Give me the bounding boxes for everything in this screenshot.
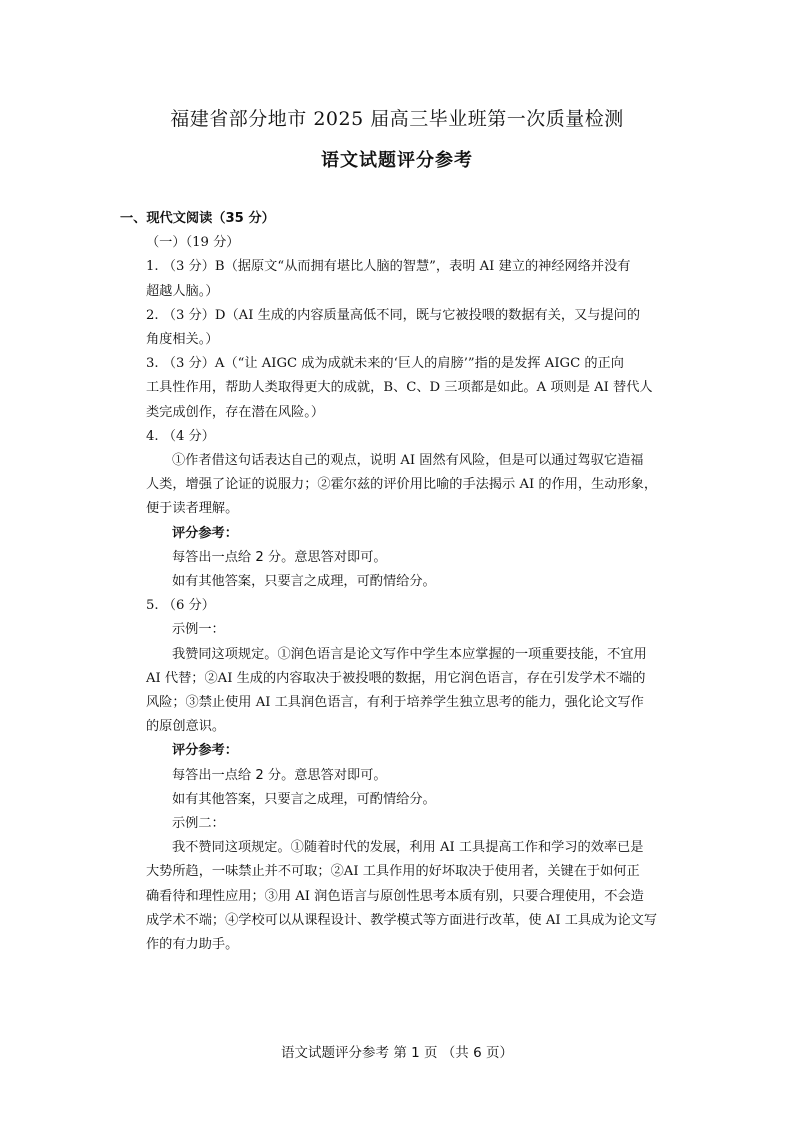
q3-line-1: 3. （3 分）A（“让 AIGC 成为成就未来的‘巨人的肩膀’”指的是发挥 AIGC 的正向 [146, 356, 624, 372]
q5-example-2-line-1: 我不赞同这项规定。①随着时代的发展，利用 AI 工具提高工作和学习的效率已是 [172, 840, 644, 856]
q4-heading: 4. （4 分） [146, 428, 215, 444]
q5-example-2-line-5: 作的有力助手。 [146, 937, 239, 953]
q2-line-1: 2. （3 分）D（AI 生成的内容质量高低不同，既与它被投喂的数据有关，又与提问的 [146, 307, 641, 323]
q5-example-2-line-3: 确看待和理性应用；③用 AI 润色语言与原创性思考本质有别，只要合理使用，不会造 [146, 888, 644, 904]
q4-line-1: ①作者借这句话表达自己的观点，说明 AI 固然有风险，但是可以通过驾驭它造福 [172, 453, 644, 469]
part-heading: （一）（19 分） [146, 235, 240, 251]
q3-line-2: 工具性作用，帮助人类取得更大的成就，B、C、D 三项都是如此。A 项则是 AI 替代人 [146, 380, 653, 396]
q5-heading: 5. （6 分） [146, 598, 215, 614]
q5-example-1-line-4: 的原创意识。 [146, 719, 226, 735]
q5-example-1-line-3: 风险；③禁止使用 AI 工具润色语言，有利于培养学生独立思考的能力，强化论文写作 [146, 695, 644, 711]
q1-line-2: 超越人脑。） [146, 283, 219, 299]
q1-line-1: 1. （3 分）B（据原文“从而拥有堪比人脑的智慧”，表明 AI 建立的神经网络并没有 [146, 259, 631, 275]
q5-example-1-line-2: AI 代替；②AI 生成的内容取决于被投喂的数据，用它润色语言，存在引发学术不端的 [146, 670, 646, 686]
section-heading: 一、现代文阅读（35 分） [120, 211, 275, 226]
q4-scoring-2: 如有其他答案，只要言之成理，可酌情给分。 [172, 574, 436, 590]
q5-example-2-line-4: 成学术不端；④学校可以从课程设计、教学模式等方面进行改革，使 AI 工具成为论文写 [146, 912, 658, 928]
q4-line-3: 便于读者理解。 [146, 501, 239, 517]
q4-scoring-label: 评分参考： [172, 525, 238, 541]
q5-scoring-label: 评分参考： [172, 743, 238, 759]
q5-example-1-line-1: 我赞同这项规定。①润色语言是论文写作中学生本应掌握的一项重要技能，不宜用 [172, 646, 647, 662]
page-footer: 语文试题评分参考 第 1 页 （共 6 页） [281, 1045, 513, 1061]
exam-subtitle: 语文试题评分参考 [321, 150, 473, 171]
q4-line-2: 人类，增强了论证的说服力；②霍尔兹的评价用比喻的手法揭示 AI 的作用，生动形象， [146, 477, 658, 493]
q5-scoring-1: 每答出一点给 2 分。意思答对即可。 [172, 767, 387, 783]
q4-scoring-1: 每答出一点给 2 分。意思答对即可。 [172, 549, 387, 565]
q5-example-2-label: 示例二： [172, 816, 225, 832]
q5-example-2-line-2: 大势所趋，一味禁止并不可取；②AI 工具作用的好坏取决于使用者，关键在于如何正 [146, 864, 640, 880]
answer-body [120, 207, 676, 957]
q2-line-2: 角度相关。） [146, 332, 219, 348]
q5-example-1-label: 示例一： [172, 622, 225, 638]
exam-title: 福建省部分地市 2025 届高三毕业班第一次质量检测 [170, 108, 624, 130]
q5-scoring-2: 如有其他答案，只要言之成理，可酌情给分。 [172, 791, 436, 807]
q3-line-3: 类完成创作，存在潜在风险。） [146, 404, 325, 420]
